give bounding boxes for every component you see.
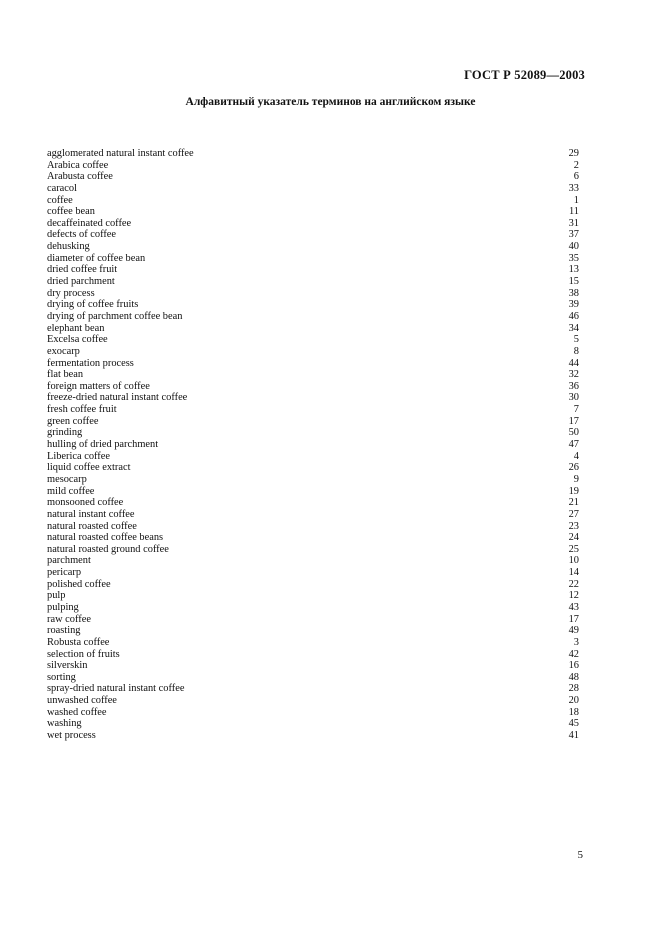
index-entry — [47, 474, 579, 486]
index-term: washing — [47, 718, 82, 730]
index-term-number: 5 — [573, 334, 579, 346]
index-term-number: 7 — [573, 404, 579, 416]
index-term-number: 44 — [568, 357, 579, 369]
index-entry — [47, 404, 579, 416]
section-title: Алфавитный указатель терминов на английском языке — [185, 96, 476, 108]
index-entry — [47, 264, 579, 276]
index-entry — [47, 299, 579, 311]
index-entry — [47, 241, 579, 253]
index-entry — [47, 602, 579, 614]
index-entry — [47, 614, 579, 626]
index-term-number: 11 — [568, 206, 579, 218]
index-term: silverskin — [47, 660, 88, 672]
index-term-number: 17 — [568, 613, 579, 625]
index-term-number: 6 — [573, 171, 579, 183]
index-entry — [47, 218, 579, 230]
index-term-number: 32 — [568, 369, 579, 381]
index-entry — [47, 160, 579, 172]
index-term: diameter of coffee bean — [47, 252, 146, 264]
index-term-number: 45 — [568, 718, 579, 730]
index-entry — [47, 323, 579, 335]
index-term: Liberica coffee — [47, 450, 110, 462]
index-term: parchment — [47, 555, 91, 567]
index-term-number: 49 — [568, 625, 579, 637]
index-term: caracol — [47, 182, 77, 194]
index-term: spray-dried natural instant coffee — [47, 683, 185, 695]
index-term: Arabica coffee — [47, 159, 109, 171]
page-number: 5 — [577, 849, 583, 861]
index-entry — [47, 718, 579, 730]
index-term: coffee bean — [47, 206, 95, 218]
index-entry — [47, 683, 579, 695]
index-term-number: 14 — [568, 567, 579, 579]
index-term: Arabusta coffee — [47, 171, 113, 183]
index-term-number: 27 — [568, 508, 579, 520]
index-term-number: 10 — [568, 555, 579, 567]
index-entry — [47, 497, 579, 509]
index-term-number: 22 — [568, 578, 579, 590]
index-term: dried parchment — [47, 276, 115, 288]
index-entry — [47, 462, 579, 474]
index-entry — [47, 555, 579, 567]
index-entry — [47, 253, 579, 265]
index-term: raw coffee — [47, 613, 91, 625]
index-term-number: 8 — [573, 345, 579, 357]
index-term-number: 15 — [568, 276, 579, 288]
index-term: decaffeinated coffee — [47, 217, 132, 229]
index-term-number: 30 — [568, 392, 579, 404]
index-term: grinding — [47, 427, 83, 439]
index-term: foreign matters of coffee — [47, 380, 150, 392]
index-term: natural roasted ground coffee — [47, 543, 169, 555]
index-entry — [47, 649, 579, 661]
index-term: natural roasted coffee — [47, 520, 137, 532]
index-term-number: 36 — [568, 380, 579, 392]
index-entry — [47, 148, 579, 160]
index-term-number: 25 — [568, 543, 579, 555]
index-entry — [47, 276, 579, 288]
index-entry — [47, 427, 579, 439]
index-term-number: 16 — [568, 660, 579, 672]
index-term: Excelsa coffee — [47, 334, 108, 346]
index-entry — [47, 183, 579, 195]
index-term: natural instant coffee — [47, 508, 135, 520]
index-term: dehusking — [47, 241, 90, 253]
index-term-number: 1 — [573, 194, 579, 206]
index-term-number: 19 — [568, 485, 579, 497]
term-index-list — [47, 148, 579, 742]
index-term: green coffee — [47, 415, 99, 427]
index-entry — [47, 195, 579, 207]
index-term: liquid coffee extract — [47, 462, 131, 474]
index-term: roasting — [47, 625, 81, 637]
index-term: monsooned coffee — [47, 497, 124, 509]
index-entry — [47, 229, 579, 241]
index-term-number: 13 — [568, 264, 579, 276]
index-term: selection of fruits — [47, 648, 120, 660]
index-entry — [47, 672, 579, 684]
index-term: fermentation process — [47, 357, 134, 369]
index-term-number: 50 — [568, 427, 579, 439]
index-term-number: 24 — [568, 532, 579, 544]
index-term: drying of coffee fruits — [47, 299, 139, 311]
index-entry — [47, 416, 579, 428]
index-term: pulp — [47, 590, 66, 602]
index-entry — [47, 288, 579, 300]
index-term-number: 26 — [568, 462, 579, 474]
index-entry — [47, 206, 579, 218]
index-entry — [47, 486, 579, 498]
index-term-number: 38 — [568, 287, 579, 299]
index-term: wet process — [47, 730, 96, 742]
index-term-number: 48 — [568, 671, 579, 683]
index-term-number: 33 — [568, 182, 579, 194]
index-term-number: 12 — [568, 590, 579, 602]
index-term: fresh coffee fruit — [47, 404, 117, 416]
index-term-number: 47 — [568, 439, 579, 451]
index-term: agglomerated natural instant coffee — [47, 148, 194, 159]
index-term: elephant bean — [47, 322, 105, 334]
index-term: coffee — [47, 194, 73, 206]
index-term-number: 28 — [568, 683, 579, 695]
index-term-number: 17 — [568, 415, 579, 427]
index-term-number: 20 — [568, 695, 579, 707]
index-entry — [47, 707, 579, 719]
index-term: sorting — [47, 671, 76, 683]
index-term-number: 2 — [573, 159, 579, 171]
index-term: natural roasted coffee beans — [47, 532, 164, 544]
index-term-number: 3 — [573, 636, 579, 648]
index-entry — [47, 579, 579, 591]
index-entry — [47, 311, 579, 323]
index-entry — [47, 392, 579, 404]
index-term-number: 37 — [568, 229, 579, 241]
index-term-number: 31 — [568, 217, 579, 229]
index-term-number: 42 — [568, 648, 579, 660]
index-entry — [47, 171, 579, 183]
index-entry — [47, 730, 579, 742]
index-term: flat bean — [47, 369, 84, 381]
index-entry — [47, 509, 579, 521]
index-term: freeze-dried natural instant coffee — [47, 392, 188, 404]
index-term-number: 40 — [568, 241, 579, 253]
index-entry — [47, 451, 579, 463]
index-term-number: 9 — [573, 473, 579, 485]
index-term-number: 39 — [568, 299, 579, 311]
index-entry — [47, 532, 579, 544]
index-entry — [47, 637, 579, 649]
index-entry — [47, 660, 579, 672]
index-term-number: 21 — [568, 497, 579, 509]
index-term-number: 46 — [568, 310, 579, 322]
index-term: mild coffee — [47, 485, 95, 497]
index-term: Robusta coffee — [47, 636, 110, 648]
index-term: drying of parchment coffee bean — [47, 310, 183, 322]
index-term: unwashed coffee — [47, 695, 117, 707]
index-entry — [47, 521, 579, 533]
document-code: ГОСТ Р 52089—2003 — [464, 68, 585, 82]
index-term-number: 43 — [568, 601, 579, 613]
index-entry — [47, 625, 579, 637]
index-term: dry process — [47, 287, 95, 299]
index-term: washed coffee — [47, 706, 107, 718]
index-term: dried coffee fruit — [47, 264, 118, 276]
index-entry — [47, 381, 579, 393]
index-entry — [47, 695, 579, 707]
index-entry — [47, 369, 579, 381]
index-term: polished coffee — [47, 578, 111, 590]
index-term-number: 34 — [568, 322, 579, 334]
index-entry — [47, 567, 579, 579]
index-term-number: 35 — [568, 252, 579, 264]
index-entry — [47, 590, 579, 602]
index-term: pericarp — [47, 567, 82, 579]
index-term: hulling of dried parchment — [47, 439, 159, 451]
index-term: exocarp — [47, 345, 80, 357]
index-entry — [47, 358, 579, 370]
index-entry — [47, 334, 579, 346]
index-term: defects of coffee — [47, 229, 117, 241]
index-term-number: 29 — [568, 148, 579, 159]
index-entry — [47, 346, 579, 358]
index-entry — [47, 439, 579, 451]
index-term-number: 4 — [573, 450, 579, 462]
index-term: mesocarp — [47, 473, 87, 485]
index-term-number: 18 — [568, 706, 579, 718]
index-entry — [47, 544, 579, 556]
index-term-number: 23 — [568, 520, 579, 532]
index-term: pulping — [47, 601, 79, 613]
index-term-number: 41 — [568, 730, 579, 742]
